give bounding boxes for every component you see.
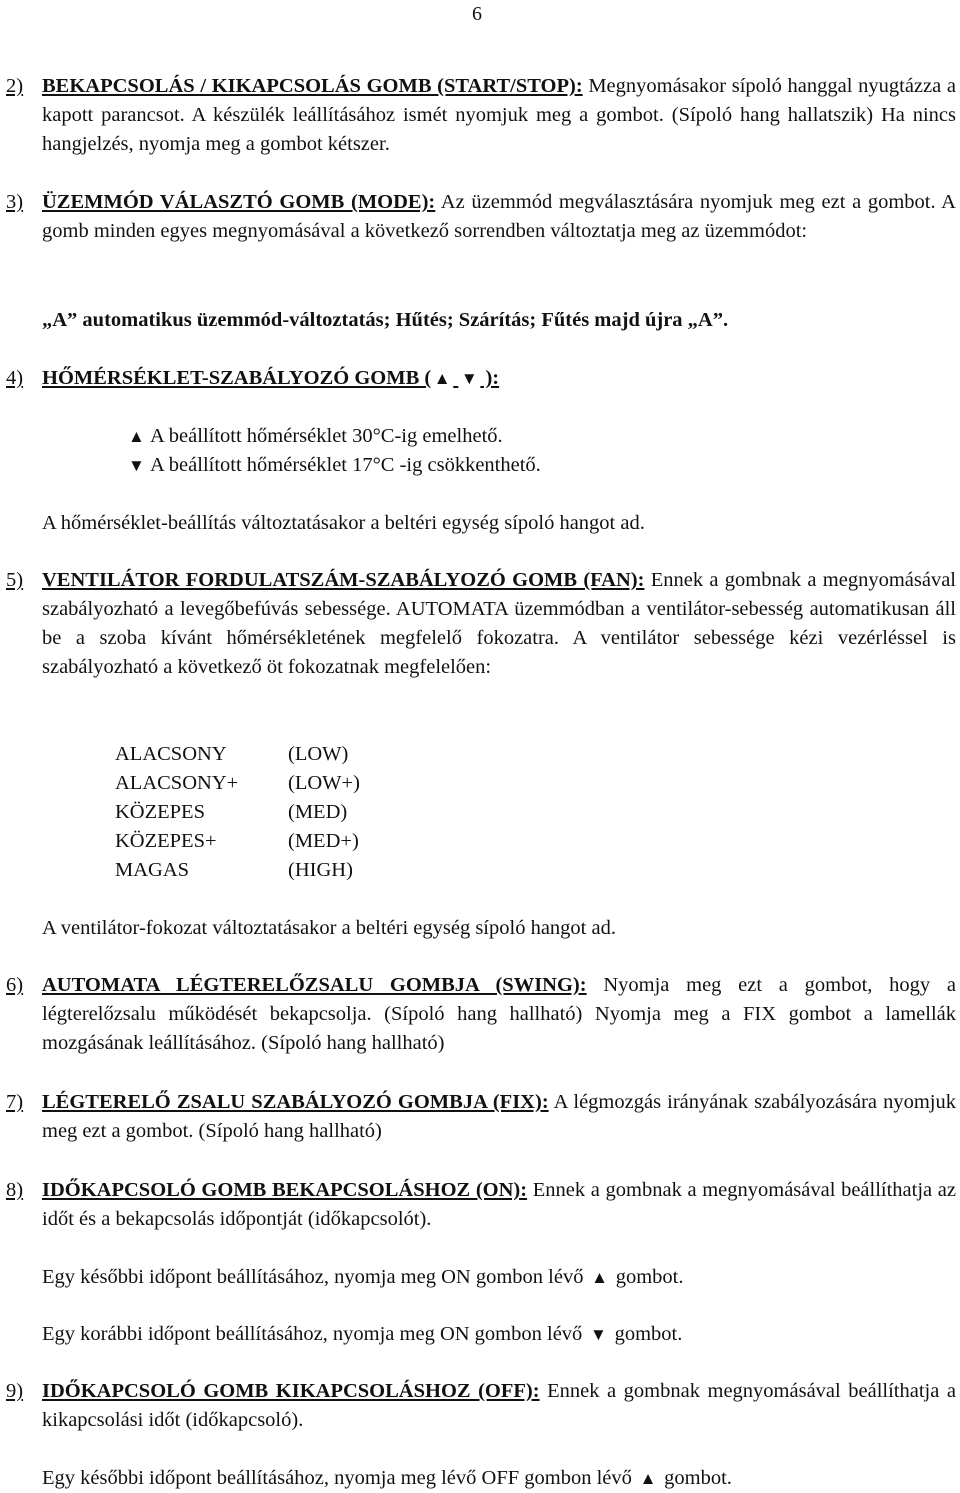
section-swing xyxy=(6,971,956,1058)
temp-down-line xyxy=(128,451,541,480)
section-title: AUTOMATA LÉGTERELŐZSALU GOMBJA (SWING): xyxy=(42,974,587,996)
timer-on-later-pre: Egy későbbi időpont beállításához, nyomja meg ON gombon lévő xyxy=(42,1266,589,1288)
section-temperature xyxy=(6,364,956,393)
section-start-stop xyxy=(6,72,956,159)
fan-speed-hu: KÖZEPES+ xyxy=(115,830,217,852)
section-text: Nyomja meg ezt a gombot, hogy a légterelőzsalu működését bekapcsolja. (Sípoló hang hallható) Nyomja meg a FIX gombot a lamellák mozgásának leállításához. (Sípoló hang hallható) xyxy=(42,974,956,1054)
section-text: A légmozgás irányának szabályozására nyomjuk meg ezt a gombot. (Sípoló hang hallható) xyxy=(42,1091,956,1142)
up-triangle-icon: ▲ xyxy=(128,427,145,446)
section-title: BEKAPCSOLÁS / KIKAPCSOLÁS GOMB (START/STOP): xyxy=(42,75,583,97)
section-title: LÉGTERELŐ ZSALU SZABÁLYOZÓ GOMBJA (FIX): xyxy=(42,1091,549,1113)
fan-speed-hu: KÖZEPES xyxy=(115,801,205,823)
section-body xyxy=(42,1377,956,1435)
section-fix xyxy=(6,1088,956,1146)
section-body xyxy=(42,72,956,159)
temp-up-line xyxy=(128,422,503,451)
section-title: IDŐKAPCSOLÓ GOMB BEKAPCSOLÁSHOZ (ON): xyxy=(42,1179,528,1201)
section-body xyxy=(42,1176,956,1234)
down-triangle-icon: ▼ xyxy=(128,456,145,475)
up-triangle-icon: ▲ xyxy=(433,369,451,388)
section-title xyxy=(42,367,499,389)
fan-speed-en: (MED+) xyxy=(288,830,359,852)
timer-off-later-post: gombot. xyxy=(659,1467,732,1489)
section-number: 7) xyxy=(6,1091,24,1113)
timer-on-later-post: gombot. xyxy=(610,1266,684,1288)
section-body xyxy=(42,188,956,246)
fan-speed-en: (LOW+) xyxy=(288,772,360,794)
section-body xyxy=(42,1088,956,1146)
section-text: Az üzemmód megválasztására nyomjuk meg ezt a gombot. A gomb minden egyes megnyomásával a következő sorrendben változtatja meg az üzemmódot: xyxy=(42,191,956,242)
fan-speed-hu: MAGAS xyxy=(115,859,190,881)
section-text: Megnyomásakor sípoló hanggal nyugtázza a kapott parancsot. A készülék leállításához ismét nyomjuk meg a gombot. (Sípoló hang hallatszik) Ha nincs hangjelzés, nyomja meg a gombot kétszer. xyxy=(42,75,956,155)
section-number: 2) xyxy=(6,75,24,97)
timer-off-later xyxy=(42,1464,732,1493)
section-text: Ennek a gombnak megnyomásával beállíthatja a kikapcsolási időt (időkapcsoló). xyxy=(42,1380,956,1431)
section-number: 3) xyxy=(6,191,24,213)
section-title: IDŐKAPCSOLÓ GOMB KIKAPCSOLÁSHOZ (OFF): xyxy=(42,1380,540,1402)
section-body xyxy=(42,566,956,682)
fan-speed-en: (LOW) xyxy=(288,743,349,765)
section-fan xyxy=(6,566,956,682)
section-title: ÜZEMMÓD VÁLASZTÓ GOMB (MODE): xyxy=(42,191,436,213)
fan-speed-en: (HIGH) xyxy=(288,859,353,881)
section-title-text: HŐMÉRSÉKLET-SZABÁLYOZÓ GOMB ( xyxy=(42,367,432,389)
down-triangle-icon: ▼ xyxy=(460,369,478,388)
section-title-end: ): xyxy=(480,367,500,389)
section-number: 4) xyxy=(6,367,24,389)
section-title: VENTILÁTOR FORDULATSZÁM-SZABÁLYOZÓ GOMB (FAN): xyxy=(42,569,645,591)
section-timer-on xyxy=(6,1176,956,1234)
section-mode xyxy=(6,188,956,246)
fan-note: A ventilátor-fokozat változtatásakor a beltéri egység sípoló hangot ad. xyxy=(42,917,616,939)
section-text: Ennek a gombnak a megnyomásával beállíthatja az időt és a bekapcsolás időpontját (időkapcsolót). xyxy=(42,1179,956,1230)
up-triangle-icon: ▲ xyxy=(639,1469,657,1488)
section-text: Ennek a gombnak a megnyomásával szabályozható a levegőbefúvás sebessége. AUTOMATA üzemmódban a ventilátor-sebesség automatikusan áll be a szoba kívánt hőmérsékletének megfelelő fokozatra. A ventilátor sebessége kézi vezérléssel is szabályozható a következő öt fokozatnak megfelelően: xyxy=(42,569,956,678)
section-number: 9) xyxy=(6,1380,24,1402)
page-number: 6 xyxy=(472,3,482,25)
timer-on-earlier-pre: Egy korábbi időpont beállításához, nyomja meg ON gombon lévő xyxy=(42,1323,588,1345)
down-triangle-icon: ▼ xyxy=(590,1325,607,1344)
section-number: 8) xyxy=(6,1179,24,1201)
mode-sequence: „A” automatikus üzemmód-változtatás; Hűtés; Szárítás; Fűtés majd újra „A”. xyxy=(42,309,729,331)
section-body xyxy=(42,971,956,1058)
timer-on-earlier xyxy=(42,1320,682,1349)
timer-on-later xyxy=(42,1263,683,1292)
fan-speed-en: (MED) xyxy=(288,801,348,823)
temp-note: A hőmérséklet-beállítás változtatásakor a beltéri egység sípoló hangot ad. xyxy=(42,512,645,534)
timer-off-later-pre: Egy későbbi időpont beállításához, nyomja meg lévő OFF gombon lévő xyxy=(42,1467,637,1489)
section-number: 6) xyxy=(6,974,24,996)
fan-speed-hu: ALACSONY+ xyxy=(115,772,239,794)
section-number: 5) xyxy=(6,569,24,591)
up-triangle-icon: ▲ xyxy=(591,1268,608,1287)
fan-speed-hu: ALACSONY xyxy=(115,743,227,765)
section-timer-off xyxy=(6,1377,956,1435)
timer-on-earlier-post: gombot. xyxy=(609,1323,683,1345)
temp-up-text: A beállított hőmérséklet 30°C-ig emelhető. xyxy=(150,425,503,447)
temp-down-text: A beállított hőmérséklet 17°C -ig csökkenthető. xyxy=(150,454,541,476)
section-body xyxy=(42,364,956,393)
